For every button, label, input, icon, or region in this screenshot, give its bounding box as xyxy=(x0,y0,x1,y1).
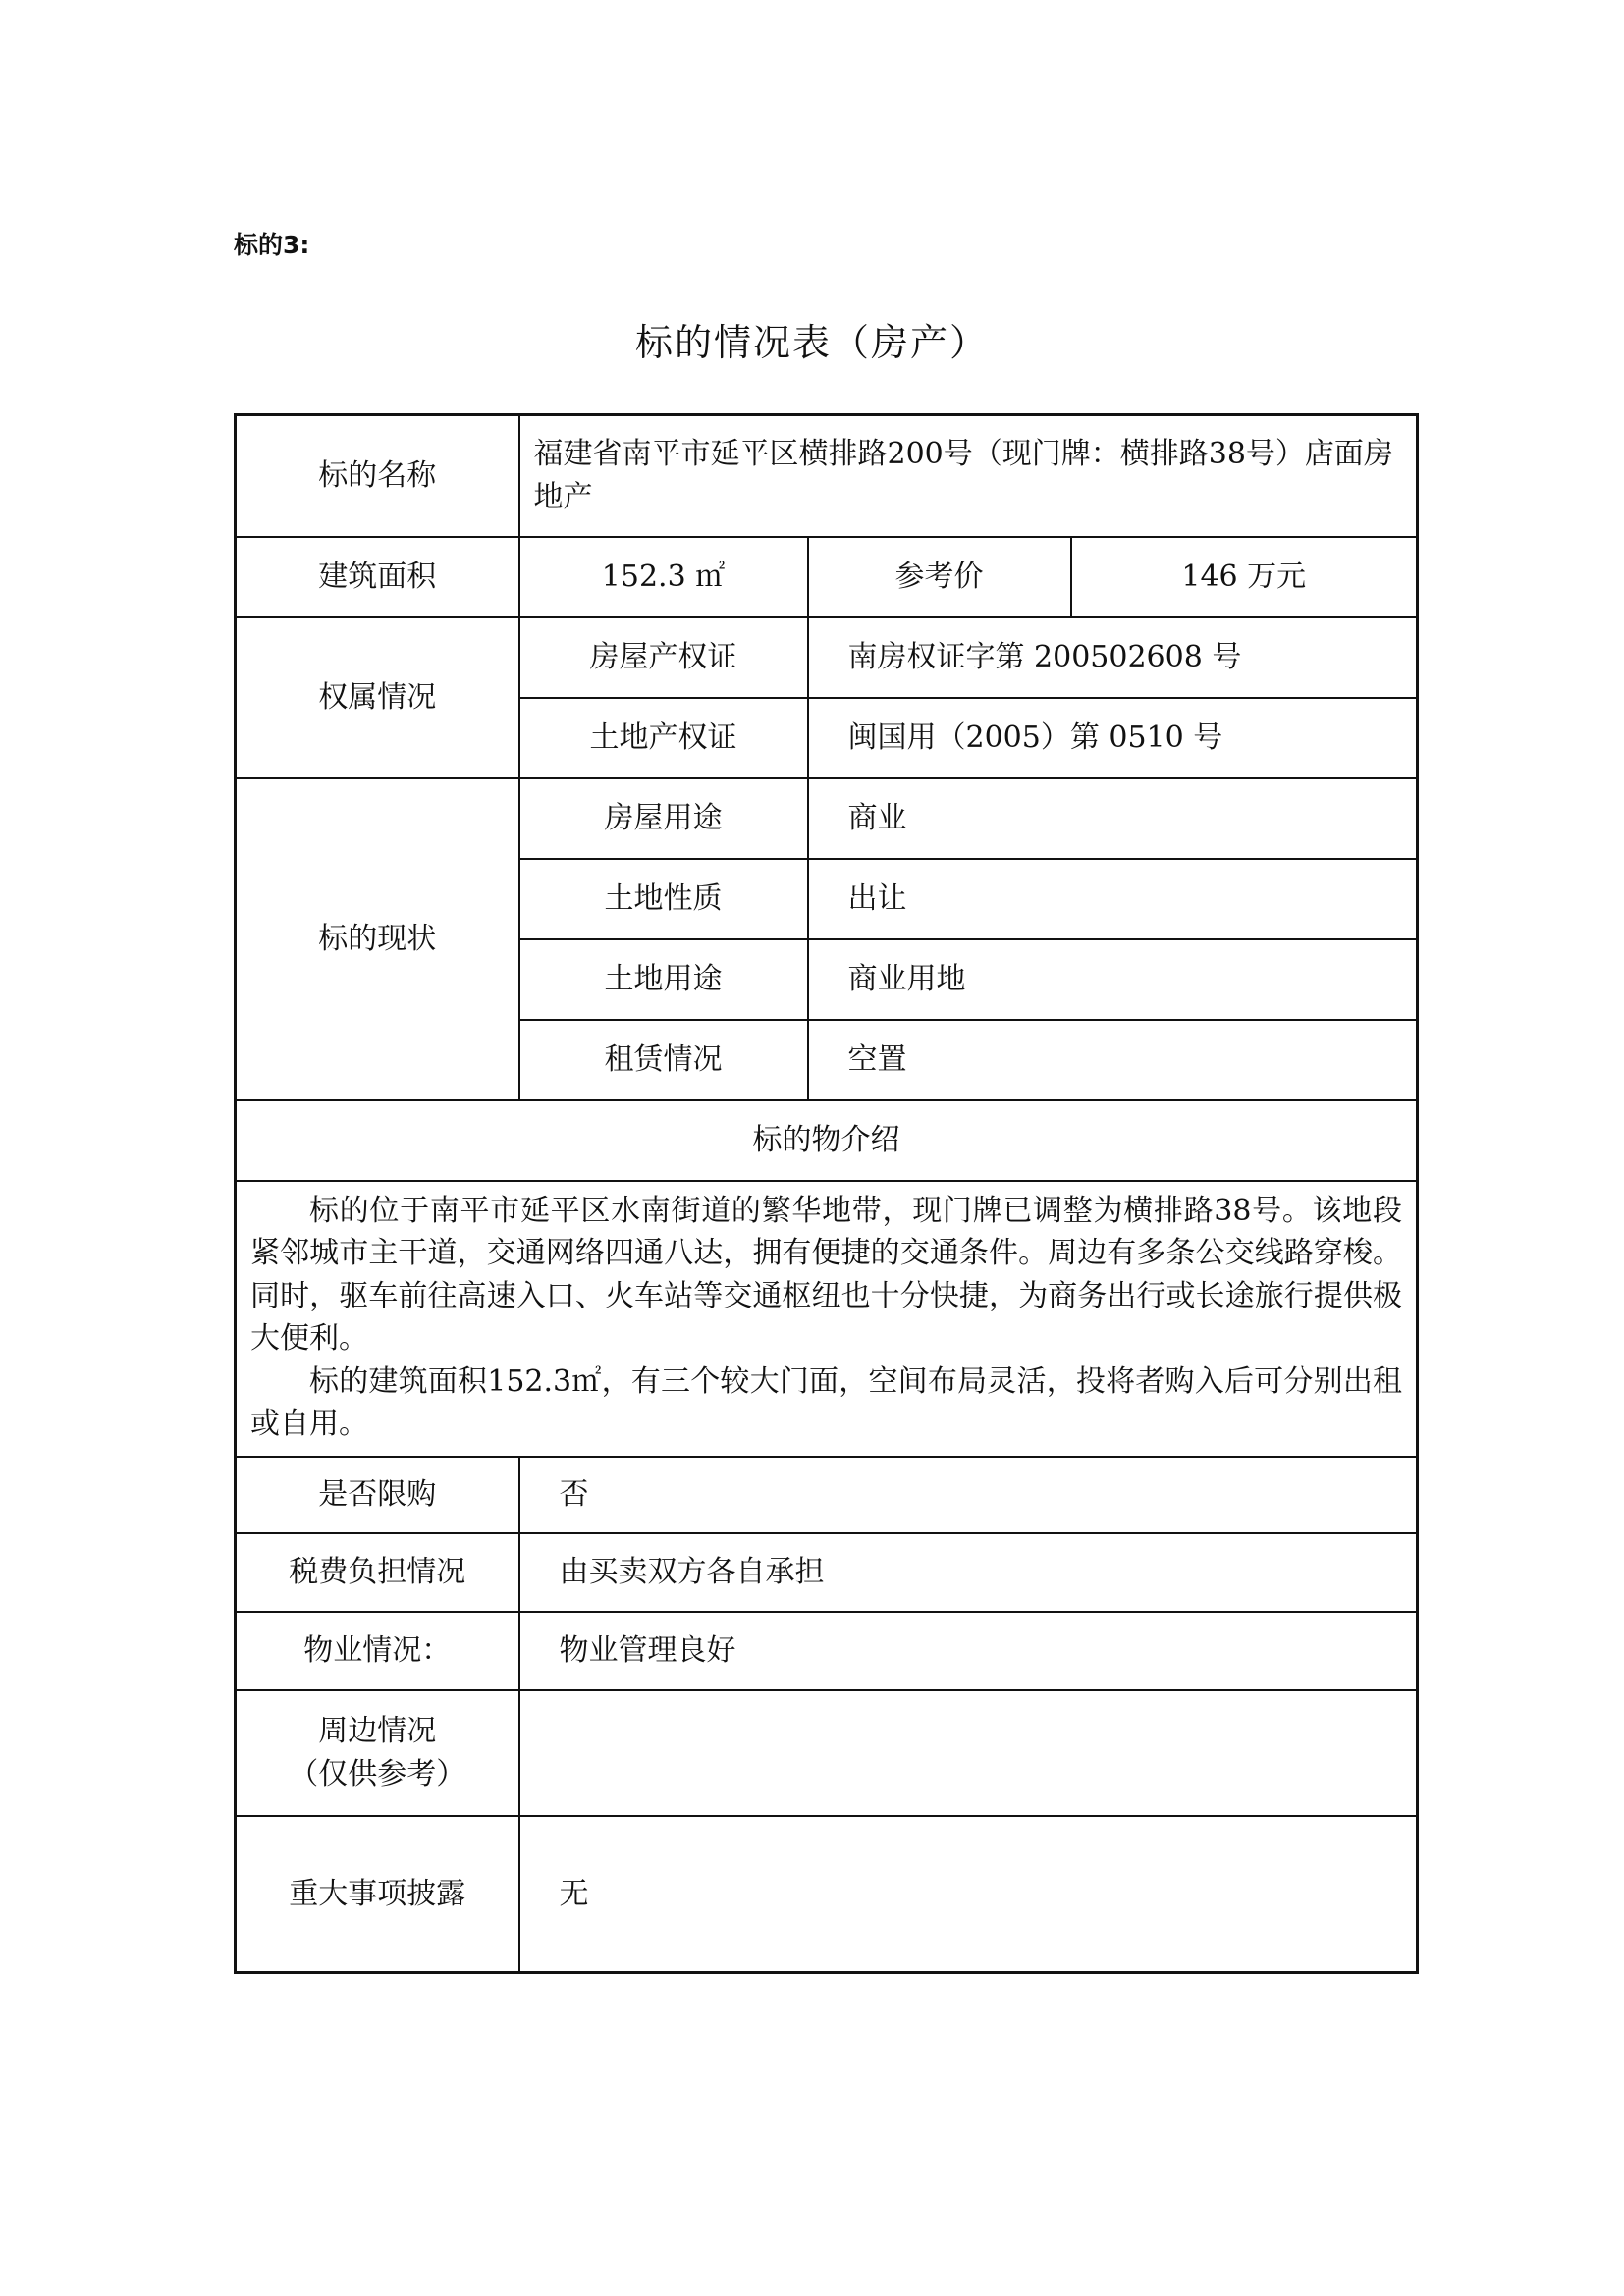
row-intro-body xyxy=(236,1181,1418,1457)
surroundings-label-line1: 周边情况 xyxy=(318,1714,437,1748)
disclosure-label: 重大事项披露 xyxy=(236,1816,519,1973)
intro-paragraph-2: 标的建筑面积152.3㎡，有三个较大门面，空间布局灵活，投将者购入后可分别出租或自用。 xyxy=(250,1363,1403,1441)
row-name xyxy=(236,415,1418,537)
surroundings-label-line2: （仅供参考） xyxy=(289,1756,466,1791)
name-value: 福建省南平市延平区横排路200号（现门牌：横排路38号）店面房地产 xyxy=(519,415,1418,537)
intro-heading: 标的物介绍 xyxy=(236,1100,1418,1181)
intro-body xyxy=(236,1181,1418,1457)
row-intro-heading xyxy=(236,1100,1418,1181)
status-row-value: 空置 xyxy=(808,1020,1418,1100)
surroundings-label xyxy=(236,1690,519,1816)
status-row-label: 租赁情况 xyxy=(519,1020,808,1100)
status-row-value: 商业用地 xyxy=(808,939,1418,1020)
tax-value: 由买卖双方各自承担 xyxy=(519,1533,1418,1612)
property-value: 物业管理良好 xyxy=(519,1612,1418,1690)
restrict-value: 否 xyxy=(519,1457,1418,1533)
row-restrict xyxy=(236,1457,1418,1533)
intro-paragraph-1: 标的位于南平市延平区水南街道的繁华地带，现门牌已调整为横排路38号。该地段紧邻城市主干道，交通网络四通八达，拥有便捷的交通条件。周边有多条公交线路穿梭。同时，驱车前往高速入口、火车站等交通枢纽也十分快捷，为商务出行或长途旅行提供极大便利。 xyxy=(250,1193,1403,1356)
area-value: 152.3 ㎡ xyxy=(519,537,808,617)
house-cert-label: 房屋产权证 xyxy=(519,617,808,698)
status-row-value: 出让 xyxy=(808,859,1418,939)
ownership-label: 权属情况 xyxy=(236,617,519,778)
status-row-label: 土地用途 xyxy=(519,939,808,1020)
row-disclosure xyxy=(236,1816,1418,1973)
row-area xyxy=(236,537,1418,617)
row-property xyxy=(236,1612,1418,1690)
status-label: 标的现状 xyxy=(236,778,519,1100)
info-table xyxy=(234,413,1419,1974)
disclosure-value: 无 xyxy=(519,1816,1418,1973)
price-value: 146 万元 xyxy=(1071,537,1418,617)
area-label: 建筑面积 xyxy=(236,537,519,617)
name-label: 标的名称 xyxy=(236,415,519,537)
lot-label: 标的3: xyxy=(234,231,310,259)
status-row-label: 土地性质 xyxy=(519,859,808,939)
status-row-label: 房屋用途 xyxy=(519,778,808,859)
property-label: 物业情况： xyxy=(236,1612,519,1690)
status-row-value: 商业 xyxy=(808,778,1418,859)
row-tax xyxy=(236,1533,1418,1612)
page-title: 标的情况表（房产） xyxy=(634,321,989,364)
surroundings-value xyxy=(519,1690,1418,1816)
tax-label: 税费负担情况 xyxy=(236,1533,519,1612)
land-cert-value: 闽国用（2005）第 0510 号 xyxy=(808,698,1418,778)
price-label: 参考价 xyxy=(808,537,1071,617)
row-ownership-house xyxy=(236,617,1418,698)
row-status xyxy=(236,778,1418,859)
row-surroundings xyxy=(236,1690,1418,1816)
house-cert-value: 南房权证字第 200502608 号 xyxy=(808,617,1418,698)
restrict-label: 是否限购 xyxy=(236,1457,519,1533)
land-cert-label: 土地产权证 xyxy=(519,698,808,778)
